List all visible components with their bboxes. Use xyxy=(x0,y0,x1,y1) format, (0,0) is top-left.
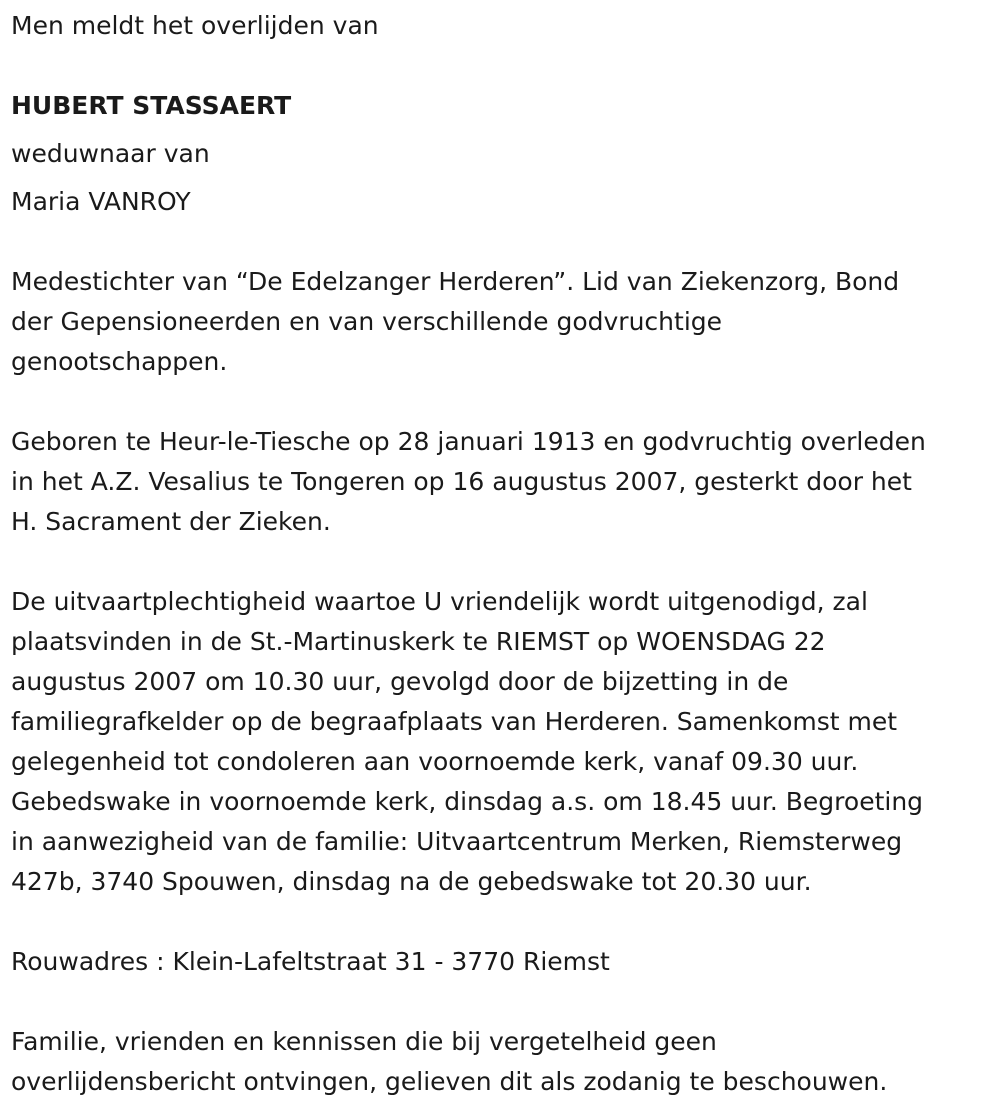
mourning-address: Rouwadres : Klein-Lafeltstraat 31 - 3770 Riemst xyxy=(11,947,610,976)
birth-death-paragraph xyxy=(11,422,986,542)
funeral-line: in aanwezigheid van de familie: Uitvaartcentrum Merken, Riemsterweg xyxy=(11,827,903,856)
birth-death-line: Geboren te Heur-le-Tiesche op 28 januari 1913 en godvruchtig overleden xyxy=(11,427,926,456)
birth-death-line: H. Sacrament der Zieken. xyxy=(11,507,331,536)
relation-text: weduwnaar van xyxy=(11,139,210,168)
funeral-line: gelegenheid tot condoleren aan voornoemde kerk, vanaf 09.30 uur. xyxy=(11,747,859,776)
memberships-line: Medestichter van “De Edelzanger Herderen”. Lid van Ziekenzorg, Bond xyxy=(11,267,900,296)
funeral-line: Gebedswake in voornoemde kerk, dinsdag a.s. om 18.45 uur. Begroeting xyxy=(11,787,924,816)
deceased-name: HUBERT STASSAERT xyxy=(11,91,292,120)
obituary-notice xyxy=(11,0,986,1102)
funeral-line: familiegrafkelder op de begraafplaats van Herderen. Samenkomst met xyxy=(11,707,898,736)
memberships-line: genootschappen. xyxy=(11,347,228,376)
birth-death-line: in het A.Z. Vesalius te Tongeren op 16 augustus 2007, gesterkt door het xyxy=(11,467,912,496)
funeral-line: plaatsvinden in de St.-Martinuskerk te RIEMST op WOENSDAG 22 xyxy=(11,627,826,656)
closing-line: Familie, vrienden en kennissen die bij vergetelheid geen xyxy=(11,1027,717,1056)
closing-line: overlijdensbericht ontvingen, gelieven dit als zodanig te beschouwen. xyxy=(11,1067,888,1096)
funeral-paragraph xyxy=(11,582,986,902)
funeral-line: 427b, 3740 Spouwen, dinsdag na de gebedswake tot 20.30 uur. xyxy=(11,867,812,896)
closing-paragraph xyxy=(11,1022,986,1102)
spouse-name: Maria VANROY xyxy=(11,187,191,216)
funeral-line: augustus 2007 om 10.30 uur, gevolgd door de bijzetting in de xyxy=(11,667,789,696)
memberships-line: der Gepensioneerden en van verschillende godvruchtige xyxy=(11,307,723,336)
intro-text: Men meldt het overlijden van xyxy=(11,11,379,40)
memberships-paragraph xyxy=(11,262,986,382)
funeral-line: De uitvaartplechtigheid waartoe U vriendelijk wordt uitgenodigd, zal xyxy=(11,587,868,616)
